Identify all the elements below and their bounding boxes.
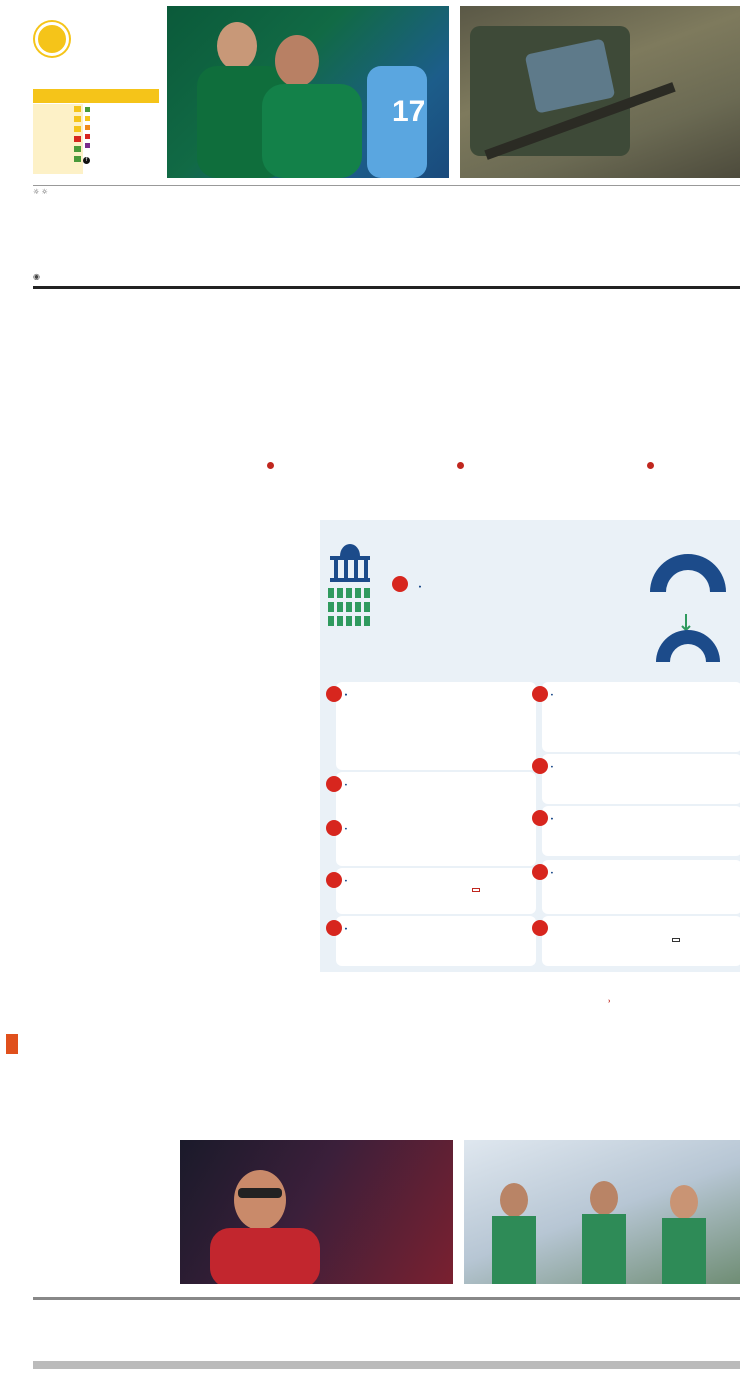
info-item-10 [542,860,742,914]
aq-level-swatch [74,106,81,112]
air-quality-history [33,104,83,174]
info-item-7 [542,682,742,752]
aq-legend-item [85,142,92,151]
soccer-players-image [167,6,449,178]
air-quality-legend [85,106,92,151]
air-quality-icon [35,22,69,56]
page-marker [6,1034,18,1054]
singer-photo [180,1140,453,1284]
air-quality-level [33,89,159,103]
info-year [672,938,680,942]
aq-legend-item [85,124,92,133]
main-point-3 [560,462,740,472]
officials-photo [464,1140,740,1284]
item-number [392,576,408,592]
aq-legend-swatch [85,143,90,148]
info-item-8 [542,754,742,804]
main-article-col3 [464,997,594,1003]
senate-seats-chart [646,552,730,682]
story-sarampion[interactable] [33,296,156,306]
info-item-9 [542,806,742,856]
sun-icon: ☼ [33,188,40,196]
item-number [532,686,548,702]
main-point-2 [370,462,550,472]
infographic-electoral-reform [320,520,740,972]
item-number [326,920,342,936]
info-item-11 [542,916,742,966]
aq-legend-swatch [85,116,90,121]
item-number [532,920,548,936]
bottom-rule [33,1361,740,1369]
security-photo-story[interactable] [460,6,740,178]
social-follow[interactable] [83,157,90,164]
item-number [326,776,342,792]
weapons-evidence-image [460,6,740,178]
info-item-6 [336,916,536,966]
barcode [591,1304,741,1354]
aq-legend-swatch [85,134,90,139]
info-ballot [472,888,480,892]
item-number [532,810,548,826]
aq-history-row [33,154,83,164]
info-item-1 [394,574,644,674]
item-number [326,872,342,888]
footer-briefs [33,1297,740,1361]
item-number [532,758,548,774]
svg-text:17: 17 [392,95,426,128]
sports-photo-story[interactable] [167,6,449,178]
congress-building-icon [326,528,374,638]
aq-level-swatch [74,156,81,162]
aq-history-row [33,124,83,134]
aq-level-swatch [74,126,81,132]
item-number [532,864,548,880]
info-item-5 [336,868,536,914]
col4-link[interactable]: › [608,998,611,1005]
item-number [326,820,342,836]
aq-level-swatch [74,146,81,152]
aq-legend-swatch [85,125,90,130]
aq-history-row [33,134,83,144]
main-article-col4 [608,997,740,1007]
sun-icon: ☼ [41,188,48,196]
promo-colonias[interactable] [464,1140,740,1284]
weather-date-bar [33,185,740,199]
aq-legend-swatch [85,107,90,112]
aq-legend-item [85,106,92,115]
whatsapp-icon: ◉ [33,272,40,281]
aq-level-swatch [74,136,81,142]
aq-history-row [33,104,83,114]
promo-malilla[interactable] [180,1140,453,1284]
facebook-icon: f [83,157,90,164]
main-point-1 [180,462,360,472]
aq-history-row [33,114,83,124]
info-item-2 [336,682,536,770]
masthead-subbar [33,272,740,289]
aq-legend-item [85,133,92,142]
aq-legend-item [85,115,92,124]
item-number [326,686,342,702]
info-item-4 [336,816,536,866]
air-quality-widget [33,6,159,176]
aq-level-swatch [74,116,81,122]
story-ahmsa[interactable] [33,760,156,768]
aq-history-row [33,144,83,154]
